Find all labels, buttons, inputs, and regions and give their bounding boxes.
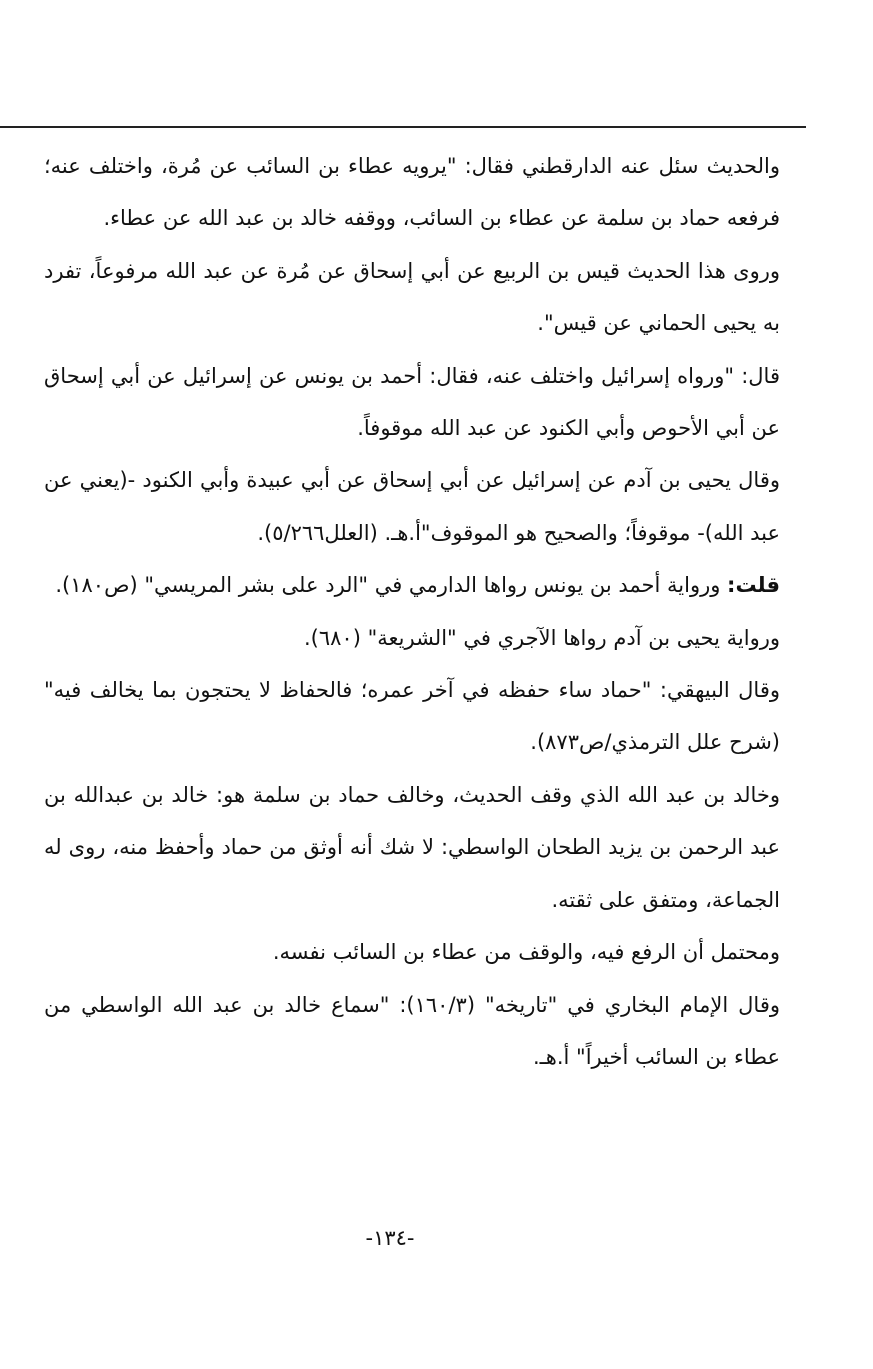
paragraph-6-text: ورواية يحيى بن آدم رواها الآجري في "الشريعة" (٦٨٠). [304,625,780,650]
paragraph-2-text: وروى هذا الحديث قيس بن الربيع عن أبي إسحاق عن مُرة عن عبد الله مرفوعاً، تفرد به يحيى الحماني عن قيس". [44,258,780,336]
paragraph-5-lead: قلت: [727,573,780,598]
paragraph-5-text: ورواية أحمد بن يونس رواها الدارمي في "الرد على بشر المريسي" (ص١٨٠). [55,573,728,598]
paragraph-10-text: وقال الإمام البخاري في "تاريخه" (١٦٠/٣): "سماع خالد بن عبد الله الواسطي من عطاء بن السائب أخيراً" أ.هـ. [44,992,780,1069]
paragraph-1 [44,140,780,245]
paragraph-9-text: ومحتمل أن الرفع فيه، والوقف من عطاء بن السائب نفسه. [272,940,780,965]
paragraph-4-text: وقال يحيى بن آدم عن إسرائيل عن أبي إسحاق عن أبي عبيدة وأبي الكنود -(يعني عن عبد الله)- موقوفاً؛ والصحيح هو الموقوف"أ.هـ. (العلل٥/٢٦٦). [44,468,780,545]
body-text [44,140,780,1083]
page-number: -١٣٤- [365,1226,415,1250]
paragraph-10 [44,979,780,1084]
paragraph-8 [44,769,780,926]
paragraph-7-text: وقال البيهقي: "حماد ساء حفظه في آخر عمره؛ فالحفاظ لا يحتجون بما يخالف فيه" (شرح علل الترمذي/ص٨٧٣). [44,678,780,755]
paragraph-9 [44,926,780,978]
paragraph-4 [44,454,780,559]
paragraph-2 [44,245,780,350]
paragraph-1-text: والحديث سئل عنه الدارقطني فقال: "يرويه عطاء بن السائب عن مُرة، واختلف عنه؛ فرفعه حماد بن سلمة عن عطاء بن السائب، ووقفه خالد بن عبد الله عن عطاء. [44,154,780,231]
paragraph-3-text: قال: "ورواه إسرائيل واختلف عنه، فقال: أحمد بن يونس عن إسرائيل عن أبي إسحاق عن أبي الأحوص وأبي الكنود عن عبد الله موقوفاً. [44,363,780,441]
paragraph-7 [44,664,780,769]
paragraph-5 [44,559,780,611]
paragraph-3 [44,350,780,455]
header-rule [0,126,806,128]
paragraph-6 [44,612,780,664]
paragraph-8-text: وخالد بن عبد الله الذي وقف الحديث، وخالف حماد بن سلمة هو: خالد بن عبدالله بن عبد الرحمن بن يزيد الطحان الواسطي: لا شك أنه أوثق من حماد وأحفظ منه، روى له الجماعة، ومتفق على ثقته. [44,782,780,912]
